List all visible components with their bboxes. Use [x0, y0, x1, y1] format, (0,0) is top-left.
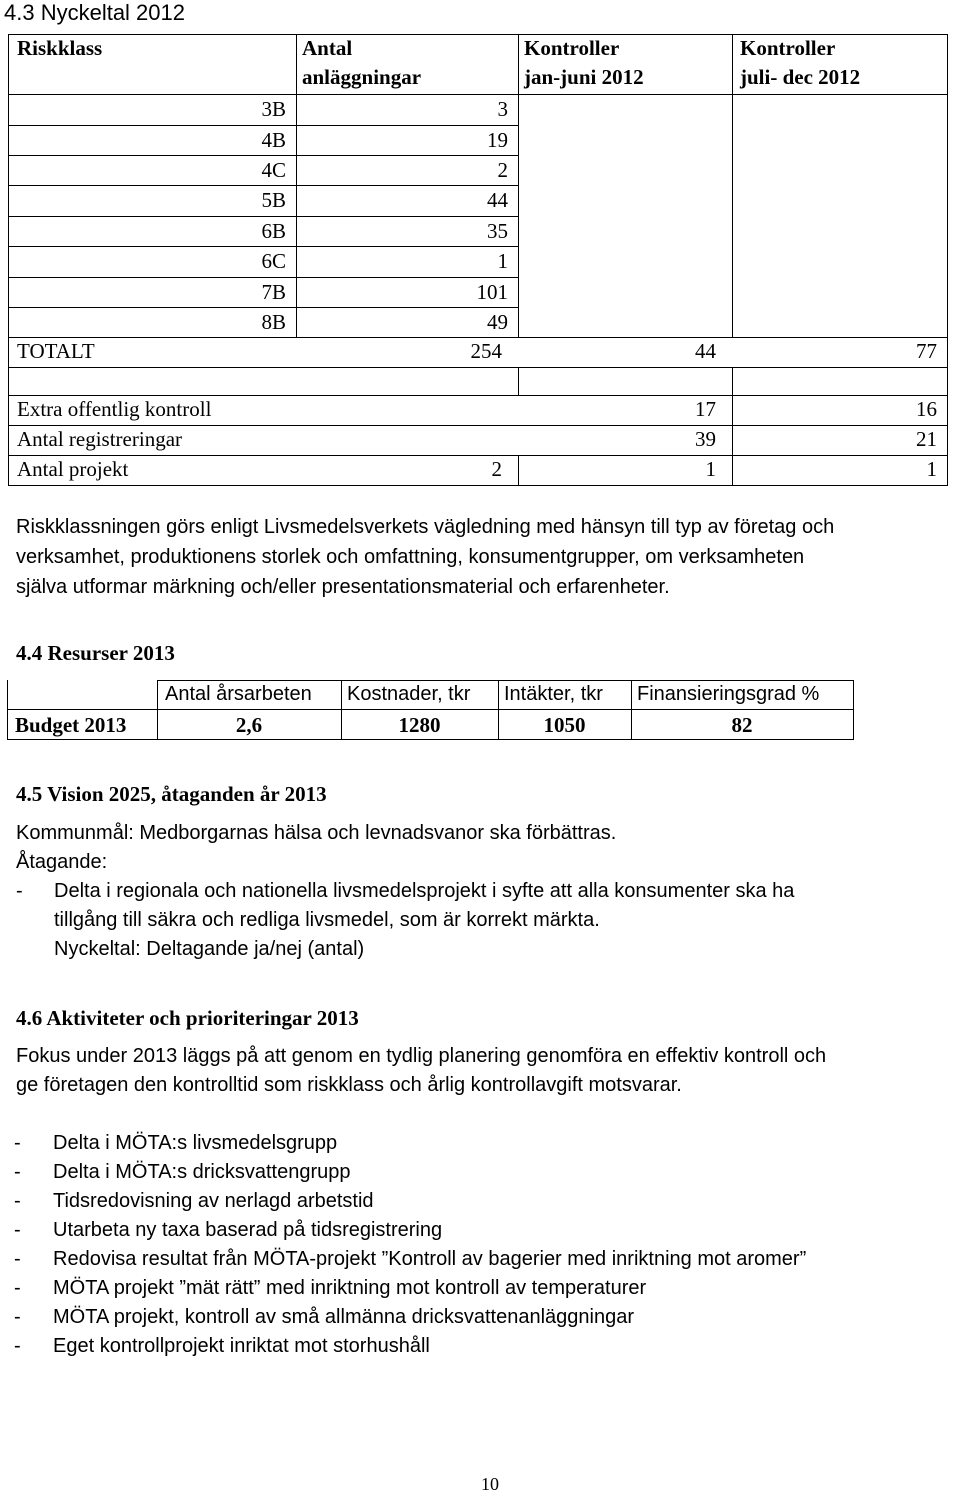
list-item-text: Utarbeta ny taxa baserad på tidsregistrering — [53, 1219, 443, 1241]
section-4-4-heading-text: 4.4 Resurser 2013 — [16, 641, 175, 665]
header-kontroller1-line2: jan-juni 2012 — [524, 65, 644, 89]
list-item-text: Redovisa resultat från MÖTA-projekt ”Kontroll av bagerier med inriktning mot aromer” — [53, 1248, 807, 1270]
list-dash: - — [14, 1306, 21, 1328]
total-antal: 254 — [470, 339, 502, 363]
intro-line: Fokus under 2013 läggs på att genom en tydlig planering genomföra en effektiv kontroll och — [16, 1045, 827, 1067]
atagande-bullet-line1: Delta i regionala och nationella livsmedelsprojekt i syfte att alla konsumenter ska ha — [54, 880, 795, 902]
class-label: 5B — [261, 188, 286, 212]
nyckeltal-text: Nyckeltal: Deltagande ja/nej (antal) — [54, 938, 365, 960]
section-4-3-heading: 4.3 Nyckeltal 2012 — [4, 0, 185, 25]
class-antal: 49 — [487, 310, 508, 334]
resurser-row-label: Budget 2013 — [15, 713, 127, 737]
list-item-text: Delta i MÖTA:s livsmedelsgrupp — [53, 1132, 338, 1154]
total-jan-juni: 44 — [695, 339, 716, 363]
page-number: 10 — [481, 1474, 499, 1494]
class-antal: 1 — [497, 249, 508, 273]
extra-row-label: Extra offentlig kontroll — [17, 397, 212, 421]
extra-row-juli-dec: 21 — [916, 427, 937, 451]
list-item-text: Eget kontrollprojekt inriktat mot storhushåll — [53, 1335, 430, 1357]
resurser-value: 2,6 — [235, 713, 263, 737]
extra-row-juli-dec: 1 — [926, 457, 937, 481]
total-juli-dec: 77 — [916, 339, 937, 363]
list-item — [14, 1219, 944, 1247]
extra-row-label: Antal registreringar — [17, 427, 183, 451]
class-antal: 3 — [497, 97, 508, 121]
note-line: verksamhet, produktionens storlek och omfattning, konsumentgrupper, om verksamheten — [16, 546, 805, 568]
section-4-4-heading — [16, 641, 175, 666]
section-4-6-heading: 4.6 Aktiviteter och prioriteringar 2013 — [16, 1006, 359, 1030]
nyckeltal-table — [8, 34, 948, 486]
class-antal: 44 — [487, 188, 508, 212]
header-kontroller2-line2: juli- dec 2012 — [740, 65, 861, 89]
class-label: 4C — [261, 158, 286, 182]
list-dash: - — [14, 1132, 21, 1154]
list-item — [14, 1277, 944, 1305]
list-item-text: MÖTA projekt, kontroll av små allmänna dricksvattenanläggningar — [53, 1306, 635, 1328]
extra-row-jan-juni: 17 — [695, 397, 716, 421]
class-label: 8B — [261, 310, 286, 334]
list-item — [14, 1190, 944, 1218]
header-kontroller2-line1: Kontroller — [740, 36, 836, 60]
extra-row-jan-juni: 39 — [695, 427, 716, 451]
resurser-header: Antal årsarbeten — [165, 683, 312, 705]
extra-row-label: Antal projekt — [17, 457, 129, 481]
section-4-5-heading: 4.5 Vision 2025, åtaganden år 2013 — [16, 782, 327, 806]
resurser-value: 82 — [731, 713, 753, 737]
resurser-header: Kostnader, tkr — [347, 683, 471, 705]
list-item-text: Delta i MÖTA:s dricksvattengrupp — [53, 1161, 351, 1183]
class-antal: 19 — [487, 128, 508, 152]
class-label: 6C — [261, 249, 286, 273]
class-antal: 101 — [476, 280, 508, 304]
resurser-header: Finansieringsgrad % — [637, 683, 820, 705]
list-dash: - — [14, 1190, 21, 1212]
list-dash: - — [14, 1335, 21, 1357]
header-kontroller1-line1: Kontroller — [524, 36, 620, 60]
extra-row-juli-dec: 16 — [916, 397, 937, 421]
total-label: TOTALT — [17, 339, 95, 363]
header-riskklass: Riskklass — [17, 36, 103, 60]
class-antal: 35 — [487, 219, 508, 243]
list-dash: - — [14, 1219, 21, 1241]
list-item-text: MÖTA projekt ”mät rätt” med inriktning mot kontroll av temperaturer — [53, 1277, 647, 1299]
extra-row-jan-juni: 1 — [705, 457, 716, 481]
class-label: 6B — [261, 219, 286, 243]
activity-list — [14, 1132, 954, 1372]
class-label: 7B — [261, 280, 286, 304]
resurser-header: Intäkter, tkr — [504, 683, 603, 705]
list-item — [14, 1161, 944, 1189]
list-dash: - — [14, 1248, 21, 1270]
atagande-dash: - — [16, 880, 23, 902]
note-line: själva utformar märkning och/eller presentationsmaterial och erfarenheter. — [16, 576, 670, 598]
riskklass-note — [16, 512, 834, 602]
list-item — [14, 1132, 944, 1160]
note-line: Riskklassningen görs enligt Livsmedelsverkets vägledning med hänsyn till typ av företag och — [16, 516, 835, 538]
list-item — [14, 1248, 944, 1276]
atagande-label: Åtagande: — [16, 851, 108, 873]
resurser-value: 1280 — [398, 713, 441, 737]
kommunmal-text: Kommunmål: Medborgarnas hälsa och levnadsvanor ska förbättras. — [16, 822, 617, 844]
class-antal: 2 — [497, 158, 508, 182]
class-label: 4B — [261, 128, 286, 152]
header-antal-line1: Antal — [302, 36, 353, 60]
resurser-value: 1050 — [543, 713, 586, 737]
intro-line: ge företagen den kontrolltid som riskklass och årlig kontrollavgift motsvarar. — [16, 1074, 682, 1096]
header-antal-line2: anläggningar — [302, 65, 422, 89]
list-item — [14, 1306, 944, 1334]
list-item — [14, 1335, 944, 1363]
list-dash: - — [14, 1161, 21, 1183]
atagande-bullet-line2: tillgång till säkra och redliga livsmedel, som är korrekt märkta. — [54, 909, 600, 931]
resurser-table — [7, 680, 854, 740]
class-label: 3B — [261, 97, 286, 121]
extra-row-antal: 2 — [491, 457, 502, 481]
list-dash: - — [14, 1277, 21, 1299]
list-item-text: Tidsredovisning av nerlagd arbetstid — [53, 1190, 374, 1212]
